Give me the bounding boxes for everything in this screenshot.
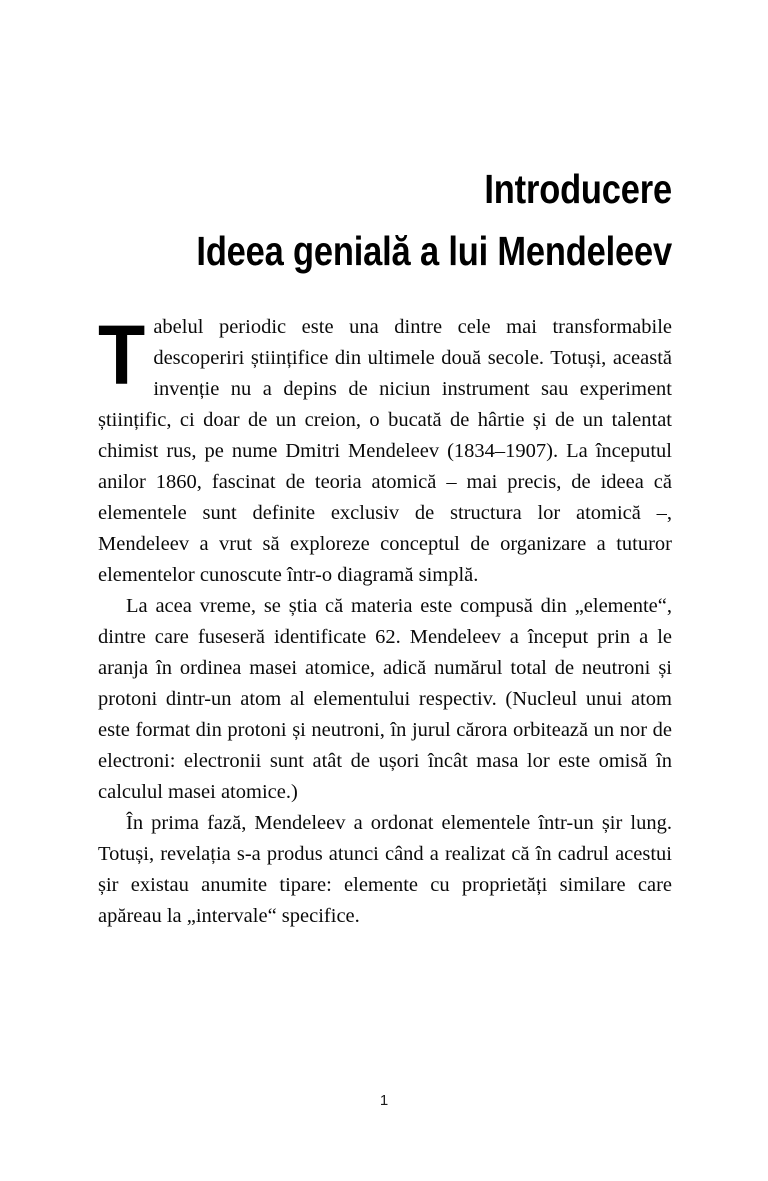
body-text-column (98, 308, 672, 932)
page-number: 1 (379, 1092, 389, 1109)
chapter-heading-block (98, 166, 672, 274)
paragraph-1-text: abelul periodic este una dintre cele mai transformabile descoperiri științifice din ultimele două secole. Totuși, această invenție nu a depins de niciun instrument sau experiment științific, ci doar de un creion, o bucată de hârtie și de un talentat chimist rus, pe nume Dmitri Mendeleev (1834–1907). La începutul anilor 1860, fascinat de teoria atomică – mai precis, de ideea că elementele sunt definite exclusiv de structura lor atomică –, Mendeleev a vrut să exploreze conceptul de organizare a tuturor elementelor cunoscute într-o diagramă simplă. (98, 316, 672, 586)
drop-cap-letter: T (98, 308, 146, 402)
paragraph-1 (98, 308, 672, 591)
paragraph-2: La acea vreme, se știa că materia este compusă din „elemente“, dintre care fuseseră identificate 62. Mendeleev a început prin a le aranja în ordinea masei atomice, adică numărul total de neutroni și protoni dintr-un atom al elementului respectiv. (Nucleul unui atom este format din protoni și neutroni, în jurul cărora orbitează un nor de electroni: electronii sunt atât de ușori încât masa lor este omisă în calculul masei atomice.) (98, 595, 672, 803)
chapter-kicker: Introducere (484, 166, 672, 212)
chapter-title: Ideea genială a lui Mendeleev (196, 228, 672, 274)
paragraph-3: În prima fază, Mendeleev a ordonat elementele într-un șir lung. Totuși, revelația s-a produs atunci când a realizat că în cadrul acestui șir existau anumite tipare: elemente cu proprietăți similare care apăreau la „intervale“ specifice. (98, 812, 672, 927)
